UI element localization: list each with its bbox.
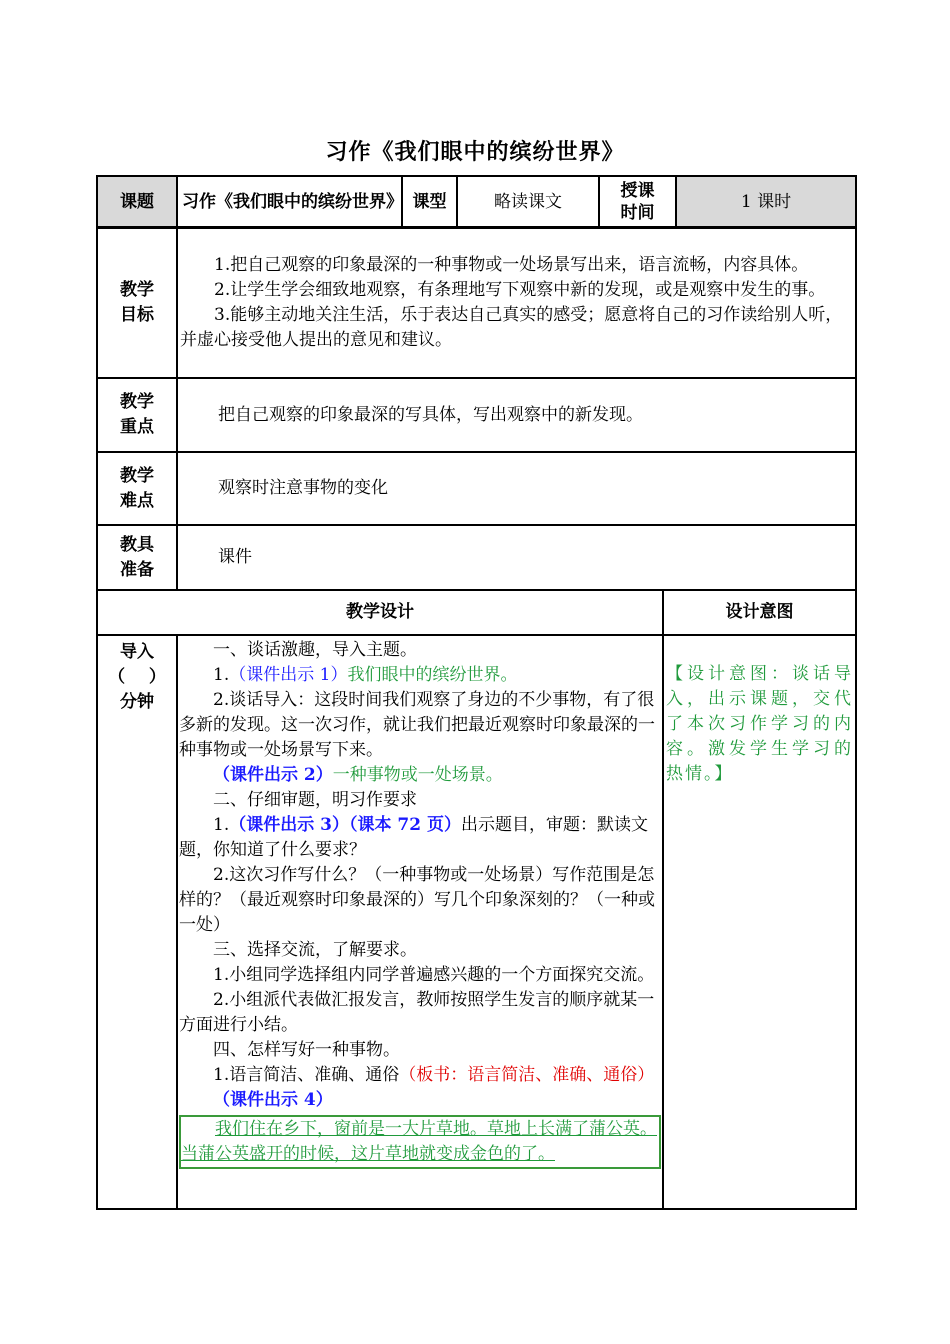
- time-value: 1 课时: [676, 176, 856, 228]
- design-line: 三、选择交流，了解要求。: [213, 940, 417, 960]
- time-label: 授课 时间: [599, 176, 676, 228]
- difficulties-text: 观察时注意事物的变化: [177, 452, 856, 525]
- goal-item: 2.让学生学会细致地观察，有条理地写下观察中新的发现，或是观察中发生的事。: [214, 279, 826, 300]
- design-column-header: 教学设计: [97, 590, 663, 635]
- goal-item: 1.把自己观察的印象最深的一种事物或一处场景写出来，语言流畅，内容具体。: [214, 254, 809, 275]
- design-content: [177, 635, 663, 1209]
- type-value: 略读课文: [457, 176, 599, 228]
- design-line: 1.（课件出示 1）我们眼中的缤纷世界。: [213, 665, 518, 685]
- design-line: 1.语言简洁、准确、通俗（板书：语言简洁、准确、通俗）: [213, 1065, 655, 1085]
- design-intent: 【设计意图：谈话导入，出示课题，交代了本次习作学习的内容。激发学生学习的热情。】: [663, 635, 856, 1209]
- goals-content: [177, 227, 856, 378]
- intent-column-header: 设计意图: [663, 590, 856, 635]
- lesson-plan-table: [96, 226, 857, 1210]
- tools-text: 课件: [177, 525, 856, 590]
- design-line: （课件出示 2）一种事物或一处场景。: [213, 765, 503, 785]
- design-line: 1.（课件出示 3）（课本 72 页）出示题目，审题：默读文题，你知道了什么要求？: [179, 815, 648, 860]
- topic-value: 习作《我们眼中的缤纷世界》: [177, 176, 402, 228]
- tools-label: 教具 准备: [97, 525, 177, 590]
- design-line: 2.这次习作写什么？（一种事物或一处场景）写作范围是怎样的？（最近观察时印象最深的）写几个印象深刻的？（一种或一处）: [179, 865, 655, 935]
- quoted-passage: 我们住在乡下，窗前是一大片草地。草地上长满了蒲公英。当蒲公英盛开的时候，这片草地就变成金色的了。: [179, 1115, 661, 1169]
- design-line: 2.小组派代表做汇报发言，教师按照学生发言的顺序就某一方面进行小结。: [179, 990, 655, 1035]
- design-line: 1.小组同学选择组内同学普遍感兴趣的一个方面探究交流。: [213, 965, 655, 985]
- goals-label: 教学 目标: [97, 227, 177, 378]
- type-label: 课型: [402, 176, 457, 228]
- lesson-header-table: [96, 175, 857, 229]
- topic-label: 课题: [97, 176, 177, 228]
- design-line: （课件出示 4）: [213, 1090, 333, 1110]
- document-title: 习作《我们眼中的缤纷世界》: [325, 139, 625, 165]
- phase-label: 导入 （ ） 分钟: [97, 635, 177, 1209]
- design-line: 一、谈话激趣，导入主题。: [213, 640, 417, 660]
- key-points-label: 教学 重点: [97, 378, 177, 452]
- difficulties-label: 教学 难点: [97, 452, 177, 525]
- design-line: 二、仔细审题，明习作要求: [213, 790, 417, 810]
- goal-item: 3.能够主动地关注生活，乐于表达自己真实的感受；愿意将自己的习作读给别人听，并虚心接受他人提出的意见和建议。: [180, 304, 843, 350]
- design-line: 四、怎样写好一种事物。: [213, 1040, 400, 1060]
- key-points-text: 把自己观察的印象最深的写具体，写出观察中的新发现。: [177, 378, 856, 452]
- design-line: 2.谈话导入：这段时间我们观察了身边的不少事物，有了很多新的发现。这一次习作，就让我们把最近观察时印象最深的一种事物或一处场景写下来。: [179, 690, 655, 760]
